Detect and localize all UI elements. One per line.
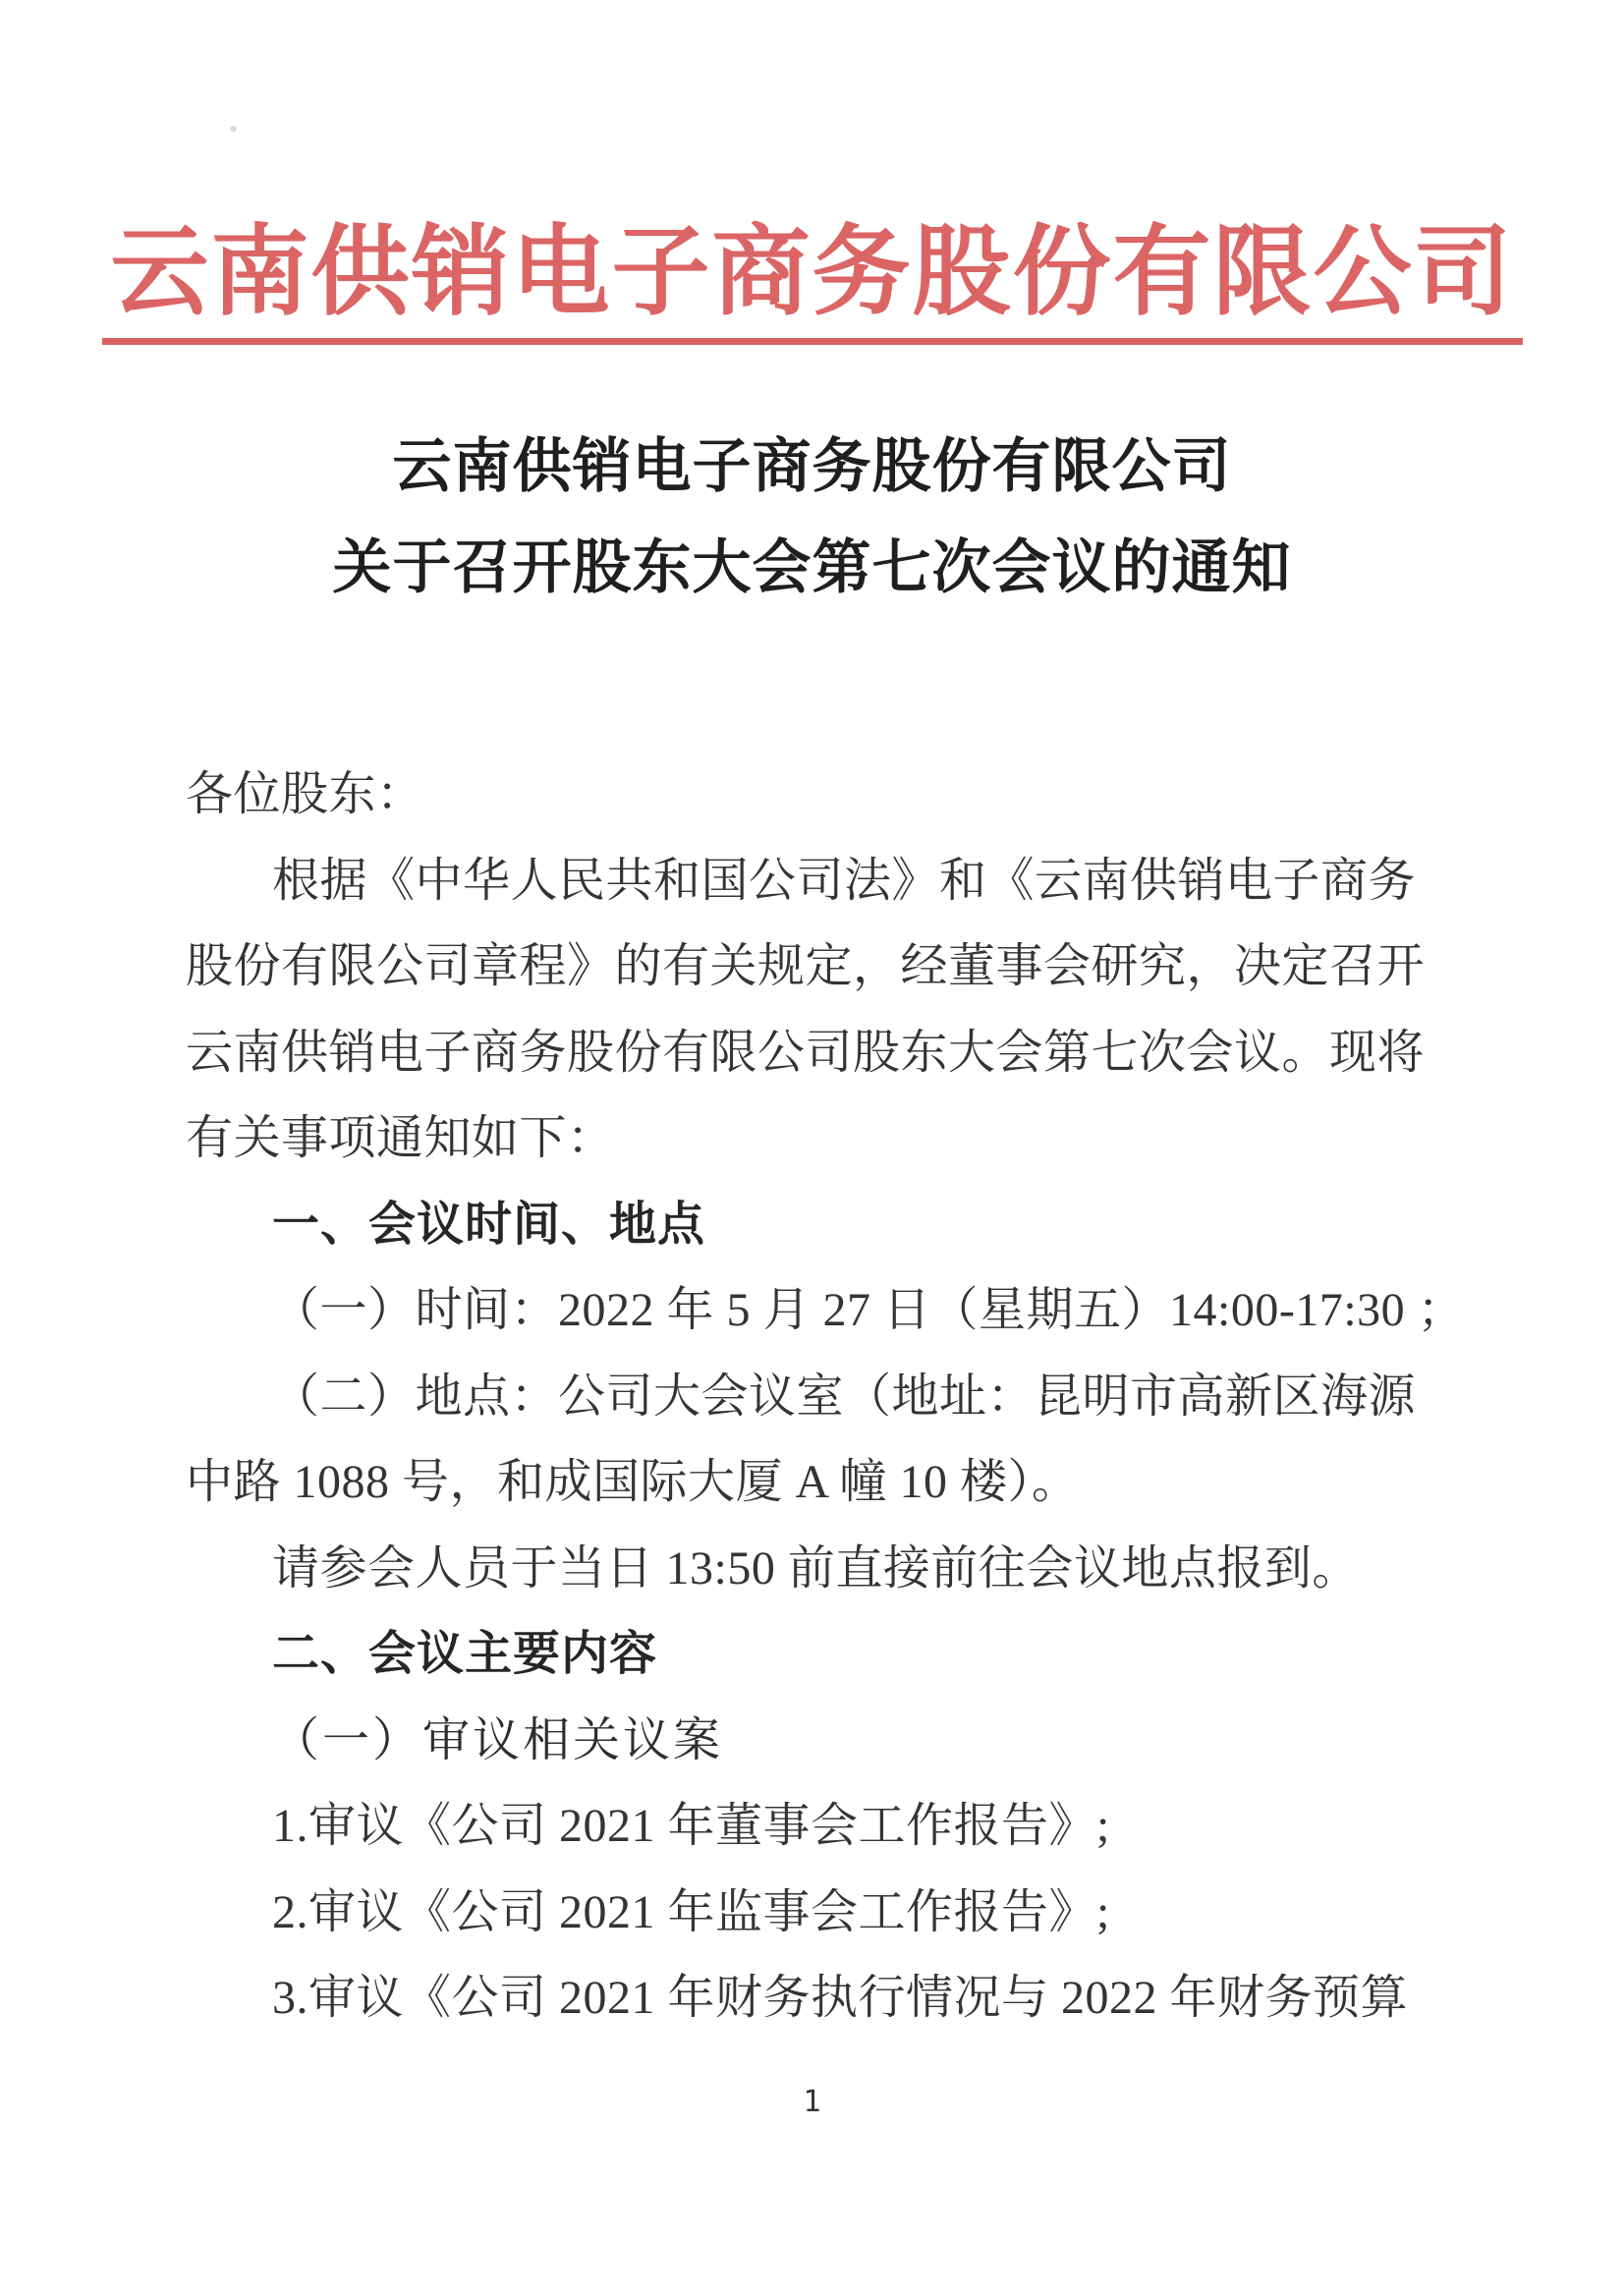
letterhead-underline bbox=[102, 338, 1523, 345]
checkin-note-line: 请参会人员于当日 13:50 前直接前往会议地点报到。 bbox=[272, 1541, 1360, 1595]
paragraph-line-basis-3: 云南供销电子商务股份有限公司股东大会第七次会议。现将 bbox=[186, 1026, 1426, 1079]
section-heading-main-content: 二、会议主要内容 bbox=[272, 1628, 658, 1680]
meeting-location-line-2: 中路 1088 号，和成国际大厦 A 幢 10 楼）。 bbox=[186, 1456, 1080, 1508]
agenda-item-1: 1.审议《公司 2021 年董事会工作报告》; bbox=[272, 1800, 1110, 1852]
document-body bbox=[186, 752, 1466, 2042]
document-title-line-1: 云南供销电子商务股份有限公司 bbox=[392, 434, 1232, 499]
agenda-item-2: 2.审议《公司 2021 年监事会工作报告》; bbox=[272, 1885, 1110, 1938]
letterhead-company-name: 云南供销电子商务股份有限公司 bbox=[110, 218, 1514, 327]
section-heading-time-location: 一、会议时间、地点 bbox=[272, 1198, 706, 1251]
paragraph-line-basis-4: 有关事项通知如下： bbox=[186, 1112, 615, 1164]
salutation-line: 各位股东： bbox=[186, 768, 424, 820]
meeting-time-line: （一）时间：2022 年 5 月 27 日（星期五）14:00-17:30 ； bbox=[272, 1284, 1466, 1336]
meeting-location-line-1: （二）地点：公司大会议室（地址：昆明市高新区海源 bbox=[272, 1370, 1417, 1423]
subsection-heading-review-items: （一）审议相关议案 bbox=[272, 1713, 724, 1766]
page-number: 1 bbox=[803, 2085, 821, 2119]
document-title-line-2: 关于召开股东大会第七次会议的通知 bbox=[332, 535, 1292, 600]
document-title bbox=[0, 417, 1624, 619]
agenda-item-3: 3.审议《公司 2021 年财务执行情况与 2022 年财务预算 bbox=[272, 1972, 1409, 2024]
scan-artifact-speck bbox=[230, 126, 237, 132]
paragraph-line-basis-1: 根据《中华人民共和国公司法》和《云南供销电子商务 bbox=[272, 854, 1417, 907]
paragraph-line-basis-2: 股份有限公司章程》的有关规定，经董事会研究，决定召开 bbox=[186, 940, 1426, 992]
